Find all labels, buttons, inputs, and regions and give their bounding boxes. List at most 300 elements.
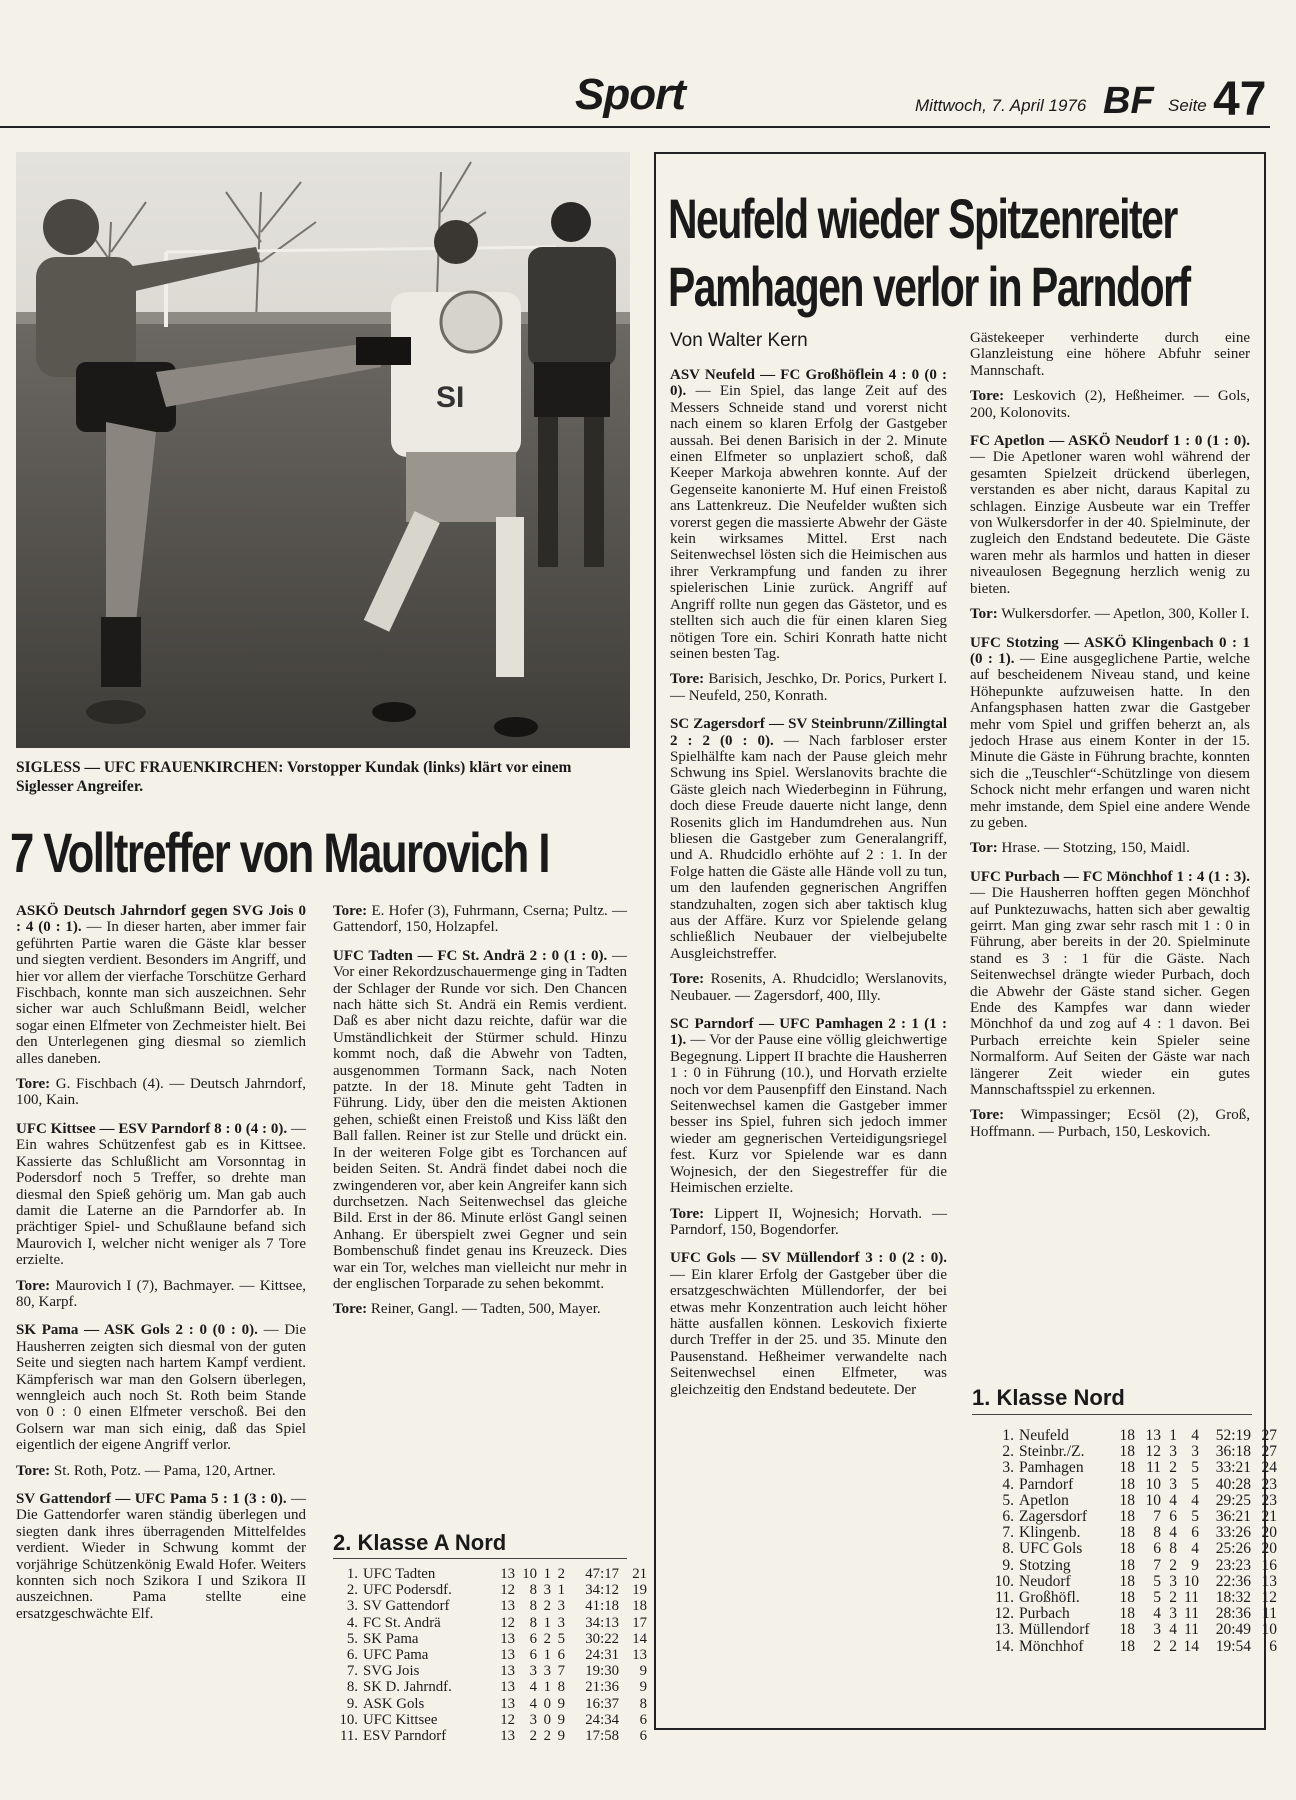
standings-row bbox=[992, 1493, 1277, 1509]
right-article-column-1 bbox=[670, 367, 947, 1407]
right-headline-line-1: Neufeld wieder Spitzenreiter bbox=[668, 187, 1177, 250]
standings-row bbox=[338, 1615, 647, 1631]
standings-cell: 12 bbox=[500, 1614, 515, 1631]
standings-cell: 1 bbox=[543, 1566, 551, 1582]
standings-cell: 24:31 bbox=[585, 1647, 619, 1664]
standings-cell: 4 bbox=[529, 1695, 537, 1712]
section-title: Sport bbox=[575, 70, 685, 119]
standings-row bbox=[338, 1631, 647, 1647]
standings-cell: ASK Gols bbox=[363, 1695, 425, 1712]
standings-cell: 21 bbox=[1261, 1508, 1277, 1526]
standings-cell: SK Pama bbox=[363, 1630, 419, 1647]
standings-cell: 28:36 bbox=[1215, 1605, 1251, 1623]
standings-cell: 18 bbox=[1119, 1556, 1135, 1574]
standings-cell: 14 bbox=[632, 1630, 647, 1647]
standings-cell: 8 bbox=[529, 1614, 537, 1631]
standings-row bbox=[992, 1428, 1277, 1444]
goals-line bbox=[16, 1278, 306, 1311]
standings-cell: 5 bbox=[1153, 1572, 1161, 1590]
goals-line bbox=[333, 1301, 627, 1317]
standings-cell: 13 bbox=[500, 1728, 515, 1745]
standings-cell: 4 bbox=[1169, 1491, 1177, 1509]
standings-cell: 14 bbox=[1183, 1637, 1199, 1655]
standings-cell: 2 bbox=[543, 1598, 551, 1615]
report-text: — Ein klarer Erfolg der Gastgeber über die ersatzgeschwächten Müllendorfer, der bei etwas mehr Konzentration auch leicht höher hätte ausfallen können. Leskovich fixierte durch Treffer in der 25. und 35. Minute den Pausenstand. Heßheimer verwandelte nach Seitenwechsel einen Elfmeter, was gleichzeitig den Endstand bedeutete. Der bbox=[670, 1266, 947, 1398]
standings-cell: 7. bbox=[1002, 1524, 1014, 1542]
page-label: Seite bbox=[1168, 96, 1207, 115]
standings-cell: Purbach bbox=[1019, 1605, 1070, 1623]
match-heading: FC Apetlon — ASKÖ Neudorf 1 : 0 (1 : 0). bbox=[970, 433, 1250, 450]
standings-cell: 12 bbox=[500, 1582, 515, 1599]
standings-cell: 11 bbox=[1146, 1459, 1161, 1477]
match-heading: Tor: bbox=[970, 606, 998, 623]
standings-cell: 40:28 bbox=[1215, 1475, 1251, 1493]
standings-cell: Neufeld bbox=[1019, 1427, 1069, 1444]
standings-cell: 5 bbox=[1191, 1508, 1199, 1526]
standings-row bbox=[992, 1590, 1277, 1606]
standings-cell: 0 bbox=[543, 1711, 551, 1728]
standings-cell: 18 bbox=[1119, 1572, 1135, 1590]
standings-cell: UFC Pama bbox=[363, 1647, 429, 1664]
match-heading: UFC Purbach — FC Mönchhof 1 : 4 (1 : 3). bbox=[970, 868, 1250, 885]
standings-cell: 9. bbox=[1002, 1556, 1014, 1574]
standings-row bbox=[338, 1598, 647, 1614]
standings-cell: 4 bbox=[529, 1679, 537, 1696]
standings-cell: 18 bbox=[1119, 1443, 1135, 1461]
report-text: — Eine ausgeglichene Partie, welche auf bescheidenem Niveau stand, und keine Höhepunkte aufzuweisen hatte. In den Anfangsphasen hatten zwar die Gastgeber mehr vom Spiel und griffen beherzt an, als jedoch Hrase aus einem Konter in der 15. Minute die Gäste in Führung brachte, konnten sich die „Teuschler“-Schützlinge von diesem Schock nicht mehr erfangen und waren nicht mehr imstande, dem Spiel eine andere Wende zu geben. bbox=[970, 650, 1250, 831]
match-heading: SK Pama — ASK Gols 2 : 0 (0 : 0). bbox=[16, 1322, 258, 1339]
goals-line bbox=[670, 671, 947, 704]
standings-cell: 5 bbox=[1153, 1589, 1161, 1607]
standings-cell: 1 bbox=[557, 1582, 565, 1599]
standings-cell: 33:21 bbox=[1215, 1459, 1251, 1477]
standings-cell: 1. bbox=[346, 1566, 358, 1582]
standings-cell: 5. bbox=[1002, 1491, 1014, 1509]
standings-cell: 13 bbox=[500, 1663, 515, 1680]
standings-cell: 9 bbox=[639, 1663, 647, 1680]
report-text: Leskovich (2), Heßheimer. — Gols, 200, Kolonovits. bbox=[970, 388, 1250, 421]
goals-line bbox=[16, 1076, 306, 1109]
standings-cell: 3 bbox=[543, 1582, 551, 1599]
standings-row bbox=[338, 1679, 647, 1695]
standings-cell: 9 bbox=[639, 1679, 647, 1696]
match-heading: Tore: bbox=[16, 1277, 51, 1294]
standings-cell: 6 bbox=[639, 1711, 647, 1728]
standings-row bbox=[338, 1712, 647, 1728]
standings-cell: 9 bbox=[1191, 1556, 1199, 1574]
standings-cell: 11 bbox=[1262, 1605, 1277, 1623]
match-report bbox=[16, 1491, 306, 1622]
standings-cell: 18 bbox=[1119, 1475, 1135, 1493]
standings-cell: 3 bbox=[557, 1614, 565, 1631]
report-text: Wimpassinger; Ecsöl (2), Groß, Hoffmann. — Purbach, 150, Leskovich. bbox=[970, 1107, 1250, 1140]
match-heading: UFC Tadten — FC St. Andrä 2 : 0 (1 : 0). bbox=[333, 947, 608, 964]
standings-cell: 4 bbox=[1191, 1540, 1199, 1558]
standings-cell: 4 bbox=[1191, 1427, 1199, 1444]
standings-cell: 2. bbox=[346, 1582, 358, 1599]
standings-cell: Müllendorf bbox=[1019, 1621, 1090, 1639]
report-text: E. Hofer (3), Fuhrmann, Cserna; Pultz. — Gattendorf, 150, Holzapfel. bbox=[333, 903, 627, 936]
standings-row bbox=[338, 1566, 647, 1582]
goals-line bbox=[970, 388, 1250, 421]
standings-cell: 7. bbox=[346, 1663, 358, 1680]
football-photo bbox=[16, 152, 630, 748]
standings-cell: 21 bbox=[632, 1566, 647, 1582]
standings-cell: Großhöfl. bbox=[1019, 1589, 1080, 1607]
standings-cell: 5 bbox=[1191, 1475, 1199, 1493]
standings-cell: 3 bbox=[1153, 1621, 1161, 1639]
standings-cell: 41:18 bbox=[585, 1598, 619, 1615]
standings-cell: 1 bbox=[543, 1614, 551, 1631]
standings-cell: 3 bbox=[543, 1663, 551, 1680]
match-heading: Tore: bbox=[970, 1107, 1005, 1124]
standings-cell: 19 bbox=[632, 1582, 647, 1599]
standings-cell: 8 bbox=[557, 1679, 565, 1696]
standings-row bbox=[992, 1639, 1277, 1655]
standings-cell: 7 bbox=[1153, 1556, 1161, 1574]
standings-cell: 3 bbox=[1169, 1605, 1177, 1623]
standings-cell: 27 bbox=[1261, 1443, 1277, 1461]
standings-cell: 47:17 bbox=[585, 1566, 619, 1582]
standings-cell: 3 bbox=[1169, 1475, 1177, 1493]
standings-cell: 2 bbox=[1153, 1637, 1161, 1655]
match-heading: UFC Kittsee — ESV Parndorf 8 : 0 (4 : 0). bbox=[16, 1120, 288, 1137]
newspaper-logo: BF bbox=[1103, 80, 1154, 122]
standings-cell: SVG Jois bbox=[363, 1663, 420, 1680]
standings-cell: Stotzing bbox=[1019, 1556, 1071, 1574]
standings-cell: 20 bbox=[1261, 1540, 1277, 1558]
match-heading: Tore: bbox=[670, 971, 705, 988]
report-text: — Vor einer Rekordzuschauermenge ging in Tadten der Schlager der Runde vor sich. Den Chancen nach hätte sich St. Andrä ein Remis verdient. Daß es aber nicht dazu reichte, dafür war die Umständlichkeit der Stürmer schuld. Hinzu kommt noch, daß die Abwehr von Tadten, ausgenommen Tormann Sack, nach Noten patzte. In der 18. Minute geht Tadten in Führung. Lidy, über den die meisten Aktionen gehen, schießt einen Freistoß und Kiss läßt den Ball fallen. Reiner ist zur Stelle und drückt ein. In der weiteren Folge gibt es Torchancen auf beiden Seiten. St. Andrä findet dabei noch die zwingenderen vor, aber kein Angreifer kann sich durchsetzen. Nach Seitenwechsel das gleiche Bild. Erst in der 86. Minute erlöst Gangl seinen Anhang. Er überspielt zwei Gegner und sein Bombenschuß findet genau ins Kreuzeck. Dies war ein Tor, welches man vielleicht nur mehr in der englischen Torparade zu sehen bekommt. bbox=[333, 947, 627, 1292]
report-text: Maurovich I (7), Bachmayer. — Kittsee, 80, Karpf. bbox=[16, 1277, 306, 1310]
standings-cell: 2 bbox=[543, 1728, 551, 1745]
standings-cell: 10. bbox=[339, 1711, 358, 1728]
table-b-title: 1. Klasse Nord bbox=[972, 1385, 1125, 1410]
standings-cell: UFC Tadten bbox=[363, 1566, 436, 1582]
match-heading: ASV Neufeld — FC Großhöflein 4 : 0 (0 : 0). bbox=[670, 367, 947, 400]
standings-cell: 4 bbox=[1153, 1605, 1161, 1623]
standings-cell: 36:18 bbox=[1215, 1443, 1251, 1461]
report-text: St. Roth, Potz. — Pama, 120, Artner. bbox=[50, 1462, 276, 1479]
standings-cell: UFC Podersdf. bbox=[363, 1582, 452, 1599]
right-headline-line-2: Pamhagen verlor in Parndorf bbox=[668, 255, 1190, 318]
standings-cell: 10 bbox=[1145, 1475, 1161, 1493]
goals-line bbox=[16, 1463, 306, 1479]
standings-cell: 24 bbox=[1261, 1459, 1277, 1477]
standings-cell: 9 bbox=[557, 1711, 565, 1728]
standings-cell: 17 bbox=[632, 1614, 647, 1631]
standings-cell: 24:34 bbox=[585, 1711, 619, 1728]
match-report bbox=[970, 433, 1250, 597]
goals-line bbox=[970, 840, 1250, 856]
caption-text: Vorstopper Kundak (links) klärt vor einem Siglesser Angreifer. bbox=[16, 759, 572, 795]
standings-cell: 29:25 bbox=[1215, 1491, 1251, 1509]
standings-cell: 14. bbox=[994, 1637, 1014, 1655]
standings-cell: 7 bbox=[1153, 1508, 1161, 1526]
standings-row bbox=[992, 1460, 1277, 1476]
standings-cell: Pamhagen bbox=[1019, 1459, 1084, 1477]
standings-cell: 3 bbox=[529, 1663, 537, 1680]
standings-cell: 6 bbox=[1153, 1540, 1161, 1558]
standings-cell: 8 bbox=[1169, 1540, 1177, 1558]
standings-cell: 13 bbox=[632, 1647, 647, 1664]
right-article-column-2 bbox=[970, 330, 1250, 1152]
standings-row bbox=[992, 1509, 1277, 1525]
report-text: — Die Hausherren zeigten sich diesmal von der guten Seite und siegten nach hartem Kampf verdient. Kämpferisch war man den Golsern überlegen, wenngleich auch noch St. Roth beim Stande von 0 : 0 einen Elfmeter verschoß. Bei den Golsern war man sich einig, daß das Spiel eigentlich der eigene Angriff verlor. bbox=[16, 1322, 306, 1454]
standings-cell: 1 bbox=[1169, 1427, 1177, 1444]
standings-cell: 3. bbox=[346, 1598, 358, 1615]
standings-cell: 13. bbox=[994, 1621, 1014, 1639]
standings-cell: 8 bbox=[529, 1582, 537, 1599]
goals-line bbox=[970, 1107, 1250, 1140]
standings-cell: 3 bbox=[557, 1598, 565, 1615]
report-text: Barisich, Jeschko, Dr. Porics, Purkert I. — Neufeld, 250, Konrath. bbox=[670, 671, 947, 704]
left-article-column-2 bbox=[333, 903, 627, 1330]
standings-cell: Zagersdorf bbox=[1019, 1508, 1087, 1526]
standings-cell: 16:37 bbox=[585, 1695, 619, 1712]
report-text: Wulkersdorfer. — Apetlon, 300, Koller I. bbox=[997, 606, 1250, 623]
report-text: — In dieser harten, aber immer fair geführten Partie waren die Gäste klar besser und siegten verdient. Besonders im Angriff, und hier vor allem der vierfache Torschütze Gerhard Fischbach, konnte man sich auszeichnen. Sehr sicher war auch Schlußmann Beidl, welcher sogar einen Elfmeter von Zechmeister hielt. Bei den Unterlegenen ging diesmal so ziemlich alles daneben. bbox=[16, 919, 306, 1067]
page-header bbox=[0, 0, 1296, 130]
table-a-rule bbox=[333, 1558, 627, 1559]
standings-cell: 1 bbox=[543, 1679, 551, 1696]
standings-cell: 4 bbox=[1169, 1524, 1177, 1542]
report-text: — Ein wahres Schützenfest gab es in Kittsee. Kassierte das Schlußlicht am Vorsonntag in Podersdorf noch 5 Treffer, so drehte man diesmal den Spieß gehörig um. Man gab auch damit die Laterne an die Parndorfer ab. In prächtiger Spiel- und Schußlaune befand sich Maurovich I, welcher nicht weniger als 7 Tore erzielte. bbox=[16, 1120, 306, 1269]
table-b-rule bbox=[972, 1414, 1252, 1415]
standings-cell: 23 bbox=[1261, 1491, 1277, 1509]
standings-cell: 36:21 bbox=[1215, 1508, 1251, 1526]
standings-cell: SV Gattendorf bbox=[363, 1598, 450, 1615]
standings-cell: 9 bbox=[557, 1695, 565, 1712]
standings-cell: 9. bbox=[346, 1695, 358, 1712]
standings-cell: 34:12 bbox=[585, 1582, 619, 1599]
photo-caption bbox=[16, 758, 630, 796]
standings-row bbox=[992, 1622, 1277, 1638]
report-text: Lippert II, Wojnesich; Horvath. — Parndorf, 150, Bogendorfer. bbox=[670, 1205, 947, 1238]
table-a-standings bbox=[338, 1566, 647, 1744]
standings-cell: 4. bbox=[346, 1614, 358, 1631]
standings-cell: 11 bbox=[1184, 1589, 1199, 1607]
standings-cell: Klingenb. bbox=[1019, 1524, 1081, 1542]
jersey-number: SI bbox=[436, 381, 465, 414]
match-heading: Tore: bbox=[970, 388, 1005, 405]
standings-cell: 25:26 bbox=[1215, 1540, 1251, 1558]
standings-cell: 2 bbox=[1169, 1459, 1177, 1477]
standings-cell: 6 bbox=[639, 1728, 647, 1745]
standings-cell: 7 bbox=[557, 1663, 565, 1680]
match-heading: ASKÖ Deutsch Jahrndorf gegen SVG Jois 0 : 4 (0 : 1). bbox=[16, 903, 306, 936]
caption-lead: SIGLESS — UFC FRAUENKIRCHEN: bbox=[16, 759, 284, 776]
goals-line bbox=[333, 903, 627, 936]
standings-cell: 3 bbox=[1169, 1443, 1177, 1461]
standings-row bbox=[338, 1728, 647, 1744]
standings-cell: UFC Gols bbox=[1019, 1540, 1083, 1558]
match-heading: UFC Gols — SV Müllendorf 3 : 0 (2 : 0). bbox=[670, 1250, 947, 1267]
standings-cell: 6 bbox=[557, 1647, 565, 1664]
left-headline: 7 Volltreffer von Maurovich I bbox=[10, 821, 549, 884]
standings-cell: 13 bbox=[500, 1679, 515, 1696]
standings-cell: 18 bbox=[1119, 1621, 1135, 1639]
standings-cell: 6 bbox=[1269, 1637, 1277, 1655]
standings-cell: 6 bbox=[529, 1630, 537, 1647]
goals-line bbox=[670, 971, 947, 1004]
standings-cell: 22:36 bbox=[1215, 1572, 1251, 1590]
standings-cell: 2 bbox=[1169, 1556, 1177, 1574]
standings-cell: 2 bbox=[1169, 1637, 1177, 1655]
report-text: Gästekeeper verhinderte durch eine Glanzleistung eine höhere Abfuhr seiner Mannschaft. bbox=[970, 330, 1250, 379]
standings-row bbox=[992, 1558, 1277, 1574]
standings-row bbox=[992, 1606, 1277, 1622]
report-text: — Die Apetloner waren wohl während der gesamten Spielzeit drückend überlegen, verstanden es aber nicht, daraus Kapital zu schlagen. Einzige Ausbeute war ein Treffer von Wulkersdorfer in der 40. Spielminute, der zugleich den Endstand bedeutete. Die Gäste waren mehr als harmlos und hatten in dieser niveaulosen Begegnung herzlich wenig zu bieten. bbox=[970, 449, 1250, 597]
standings-cell: 5. bbox=[346, 1630, 358, 1647]
standings-cell: 19:30 bbox=[585, 1663, 619, 1680]
standings-cell: 18 bbox=[1119, 1637, 1135, 1655]
report-text: — Ein Spiel, das lange Zeit auf des Messers Schneide stand und vorerst nicht nach einem so klaren Erfolg der Gastgeber aussah. Bei denen Barisich in der 2. Minute einen Elfmeter so unplaziert schoß, daß Keeper Markoja abwehren konnte. Auf der Gegenseite kanonierte M. Huf einen Freistoß ans Lattenkreuz. Die Neufelder wußten sich vorerst gegen die massierte Abwehr der Gäste kein wirksames Mittel. Erst nach Seitenwechsel lösten sich die Heimischen aus ihrer Verkrampfung und fanden zu ihrer spielerischen Linie zurück. Angriff auf Angriff rollte nun gegen das Gästetor, und es stellten sich auch die für einen klaren Sieg nötigen Tore ein. Schiri Konrath hatte nicht seinen besten Tag. bbox=[670, 383, 947, 662]
standings-row bbox=[992, 1541, 1277, 1557]
standings-cell: 11. bbox=[995, 1589, 1014, 1607]
standings-cell: 52:19 bbox=[1215, 1427, 1251, 1444]
standings-row bbox=[992, 1444, 1277, 1460]
standings-cell: 10 bbox=[1145, 1491, 1161, 1509]
standings-cell: 12. bbox=[994, 1605, 1014, 1623]
report-text: Hrase. — Stotzing, 150, Maidl. bbox=[997, 840, 1190, 857]
standings-cell: 20 bbox=[1261, 1524, 1277, 1542]
standings-cell: 5 bbox=[557, 1630, 565, 1647]
match-heading: Tore: bbox=[333, 903, 368, 919]
goals-line bbox=[670, 1206, 947, 1239]
match-report bbox=[670, 1016, 947, 1196]
standings-cell: 11 bbox=[1184, 1621, 1199, 1639]
standings-cell: 13 bbox=[500, 1695, 515, 1712]
match-report bbox=[970, 869, 1250, 1099]
standings-cell: 8 bbox=[529, 1598, 537, 1615]
report-text: — Nach farbloser erster Spielhälfte kam nach der Pause gleich mehr Schwung ins Spiel. Werslanovits brachte die Gäste gleich nach Wiederbeginn in Führung, doch diese Freude dauerte nicht lange, denn Rosenits glich im Handumdrehen aus. Nun bliesen die Gastgeber zum Generalangriff, und A. Rhudcidlo erhöhte auf 2 : 1. In der Folge hatten die Gäste alle Hände voll zu tun, um den laufenden gegnerischen Angriffen standzuhalten, zogen sich aber taktisch klug aus der Affäre. Kurz vor Spielende gelang schließlich Neubauer der vielbejubelte Ausgleichstreffer. bbox=[670, 732, 947, 962]
standings-cell: 8. bbox=[346, 1679, 358, 1696]
standings-row bbox=[992, 1477, 1277, 1493]
standings-cell: 18 bbox=[1119, 1459, 1135, 1477]
standings-cell: 5 bbox=[1191, 1459, 1199, 1477]
standings-cell: 27 bbox=[1261, 1427, 1277, 1444]
standings-cell: 10 bbox=[1183, 1572, 1199, 1590]
report-text: Reiner, Gangl. — Tadten, 500, Mayer. bbox=[367, 1301, 601, 1318]
standings-cell: 18:32 bbox=[1215, 1589, 1251, 1607]
standings-cell: 18 bbox=[1119, 1589, 1135, 1607]
standings-cell: 6 bbox=[1191, 1524, 1199, 1542]
report-text: G. Fischbach (4). — Deutsch Jahrndorf, 100, Kain. bbox=[16, 1076, 306, 1109]
standings-cell: 19:54 bbox=[1215, 1637, 1251, 1655]
standings-cell: 18 bbox=[632, 1598, 647, 1615]
standings-cell: 6. bbox=[346, 1647, 358, 1664]
match-heading: SV Gattendorf — UFC Pama 5 : 1 (3 : 0). bbox=[16, 1491, 287, 1507]
header-rule bbox=[0, 126, 1270, 128]
match-heading: Tore: bbox=[16, 1076, 51, 1093]
standings-cell: 10. bbox=[994, 1572, 1014, 1590]
standings-cell: Steinbr./Z. bbox=[1019, 1443, 1085, 1461]
standings-cell: 13 bbox=[500, 1647, 515, 1664]
standings-cell: 12 bbox=[500, 1711, 515, 1728]
match-report bbox=[16, 1322, 306, 1453]
standings-cell: 23:23 bbox=[1215, 1556, 1251, 1574]
standings-cell: 13 bbox=[500, 1630, 515, 1647]
standings-cell: 10 bbox=[1261, 1621, 1277, 1639]
standings-cell: 18 bbox=[1119, 1540, 1135, 1558]
table-b-standings bbox=[992, 1428, 1277, 1655]
match-report bbox=[333, 948, 627, 1293]
standings-cell: 30:22 bbox=[585, 1630, 619, 1647]
standings-row bbox=[338, 1663, 647, 1679]
standings-cell: 6 bbox=[1169, 1508, 1177, 1526]
standings-cell: SK D. Jahrndf. bbox=[363, 1679, 452, 1696]
standings-cell: 3 bbox=[1191, 1443, 1199, 1461]
right-headline bbox=[668, 185, 1258, 321]
standings-cell: 1 bbox=[543, 1647, 551, 1664]
standings-cell: 2. bbox=[1002, 1443, 1014, 1461]
standings-cell: 8 bbox=[1153, 1524, 1161, 1542]
standings-cell: 9 bbox=[557, 1728, 565, 1745]
match-report bbox=[670, 367, 947, 662]
report-text: — Die Hausherren hofften gegen Mönchhof auf Punktezuwachs, hatten sich aber gewaltig geirrt. Man ging zwar sehr rasch mit 1 : 0 in Führung, aber bereits in der 20. Spielminute stand es 3 : 1 für die Gäste. Nach Seitenwechsel drängte wieder Purbach, doch die Abwehr der Gäste stand sicher. Gegen Ende des Kampfes war dann wieder Mönchhof da und zog auf 4 : 1 davon. Bei Purbach erreichte kein Spieler seine Normalform. Auf Seiten der Gäste war nach längerer Zeit wieder ein gutes Mannschaftsspiel zu erkennen. bbox=[970, 885, 1250, 1099]
standings-cell: 6 bbox=[529, 1647, 537, 1664]
standings-cell: 18 bbox=[1119, 1508, 1135, 1526]
standings-cell: 11. bbox=[340, 1728, 358, 1745]
standings-cell: 21:36 bbox=[585, 1679, 619, 1696]
standings-row bbox=[338, 1696, 647, 1712]
standings-cell: 18 bbox=[1119, 1605, 1135, 1623]
standings-cell: 12 bbox=[1145, 1443, 1161, 1461]
standings-cell: Mönchhof bbox=[1019, 1637, 1084, 1655]
report-text: — Die Gattendorfer waren ständig überlegen und siegten dank ihres überragenden Mittelfeldes verdient. Wieder in Schwung kommt der vorjährige Schützenkönig Ewald Hofer. Weiters konnten sich noch Szikora I und Szikora II auszeichnen. Pama stellte eine ersatzgeschwächte Elf. bbox=[16, 1491, 306, 1622]
standings-cell: 13 bbox=[1145, 1427, 1161, 1444]
standings-cell: Apetlon bbox=[1019, 1491, 1069, 1509]
goals-line bbox=[970, 606, 1250, 622]
standings-cell: 11 bbox=[1184, 1605, 1199, 1623]
report-text: — Vor der Pause eine völlig gleichwertige Begegnung. Lippert II brachte die Hausherren 1 : 0 in Führung (10.), und Horvath erzielte noch vor dem Pausenpfiff den Einstand. Nach Seitenwechsel kamen die Gastgeber immer besser ins Spiel, fuhren sich jedoch immer wieder am gegnerischen Verteidigungsriegel fest. Kurz vor Spielende war es dann Wojnesich, der den Siegestreffer für die Heimischen erzielte. bbox=[670, 1032, 947, 1197]
standings-cell: 4 bbox=[1169, 1621, 1177, 1639]
standings-row bbox=[992, 1525, 1277, 1541]
standings-row bbox=[338, 1647, 647, 1663]
standings-cell: 13 bbox=[1261, 1572, 1277, 1590]
standings-cell: 8. bbox=[1002, 1540, 1014, 1558]
standings-cell: Parndorf bbox=[1019, 1475, 1074, 1493]
standings-cell: 2 bbox=[529, 1728, 537, 1745]
standings-cell: 8 bbox=[639, 1695, 647, 1712]
standings-cell: 2 bbox=[1169, 1589, 1177, 1607]
standings-cell: 34:13 bbox=[585, 1614, 619, 1631]
standings-cell: 4. bbox=[1002, 1475, 1014, 1493]
standings-cell: 2 bbox=[543, 1630, 551, 1647]
standings-cell: 18 bbox=[1119, 1491, 1135, 1509]
standings-cell: 4 bbox=[1191, 1491, 1199, 1509]
issue-date: Mittwoch, 7. April 1976 bbox=[915, 96, 1087, 115]
match-heading: UFC Stotzing — ASKÖ Klingenbach 0 : 1 (0 : 1). bbox=[970, 634, 1250, 667]
standings-cell: 16 bbox=[1261, 1556, 1277, 1574]
standings-cell: Neudorf bbox=[1019, 1572, 1071, 1590]
match-report bbox=[970, 330, 1250, 379]
standings-cell: 13 bbox=[500, 1598, 515, 1615]
match-heading: SC Parndorf — UFC Pamhagen 2 : 1 (1 : 1). bbox=[670, 1016, 947, 1049]
standings-cell: 2 bbox=[557, 1566, 565, 1582]
match-heading: Tore: bbox=[670, 1205, 705, 1222]
standings-cell: FC St. Andrä bbox=[363, 1614, 441, 1631]
standings-cell: 23 bbox=[1261, 1475, 1277, 1493]
left-article-column-1 bbox=[16, 903, 306, 1631]
match-heading: Tor: bbox=[970, 840, 998, 857]
standings-cell: UFC Kittsee bbox=[363, 1711, 438, 1728]
standings-cell: 33:26 bbox=[1215, 1524, 1251, 1542]
match-report bbox=[970, 635, 1250, 832]
standings-cell: ESV Parndorf bbox=[363, 1728, 447, 1745]
author-byline: Von Walter Kern bbox=[670, 330, 808, 351]
